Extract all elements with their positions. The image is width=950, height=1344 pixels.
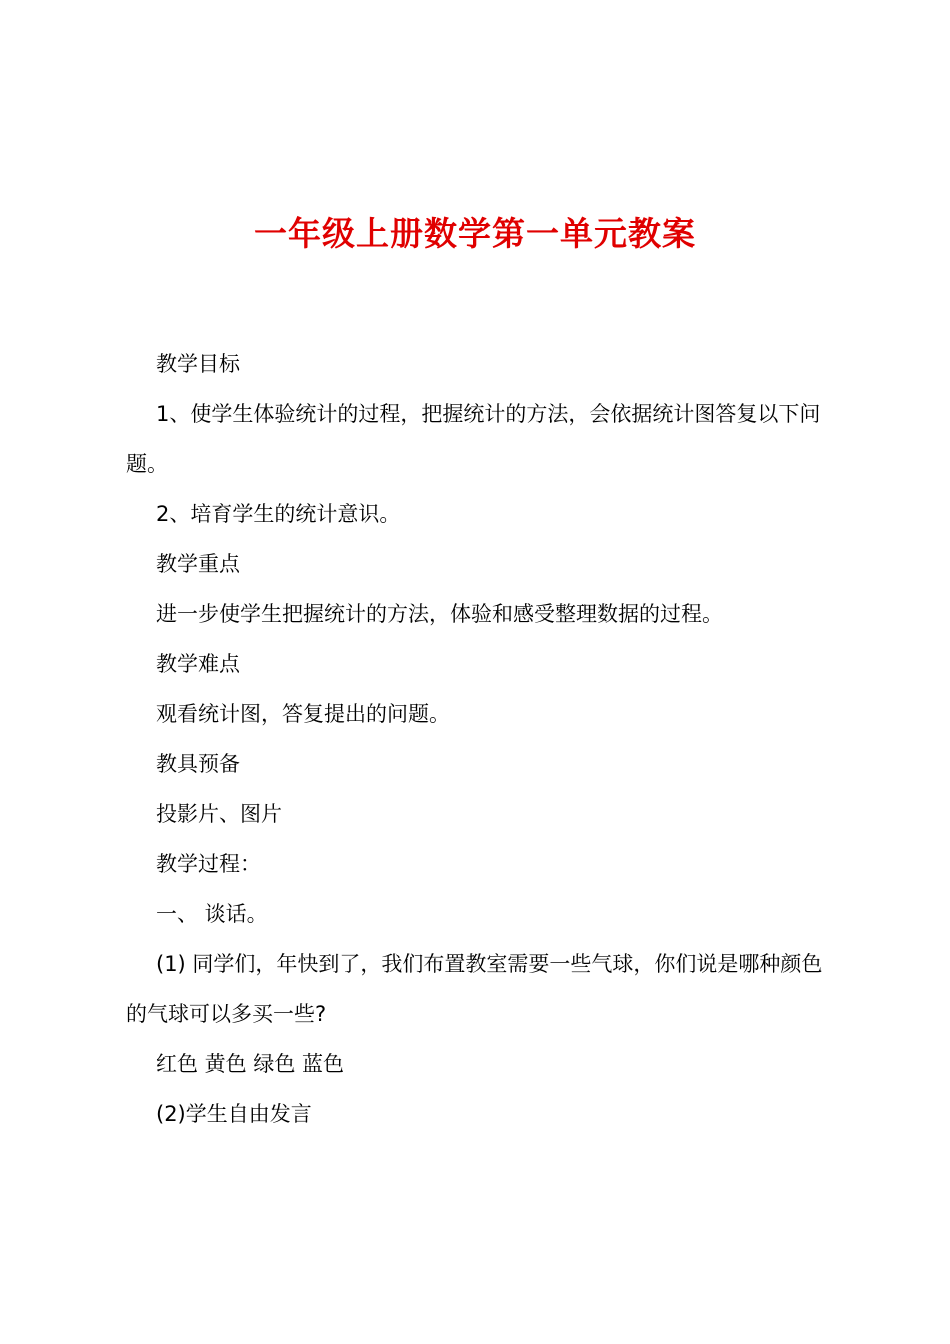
paragraph-key-points: 进一步使学生把握统计的方法，体验和感受整理数据的过程。 [156,602,723,626]
paragraph-materials: 投影片、图片 [156,802,282,826]
paragraph-process-heading: 教学过程： [156,852,261,876]
document-body [126,339,836,1139]
paragraph-key-points-heading: 教学重点 [156,552,240,576]
paragraph-step-1-discussion: (2)学生自由发言 [156,1102,312,1126]
paragraph-step-1: 一、 谈话。 [156,902,268,926]
paragraph-materials-heading: 教具预备 [156,752,240,776]
paragraph-objectives-heading: 教学目标 [156,352,240,376]
paragraph-step-1-question: (1) 同学们，年快到了，我们布置教室需要一些气球，你们说是哪种颜色的气球可以多买一些? [126,952,823,1026]
paragraph-colors: 红色 黄色 绿色 蓝色 [156,1052,345,1076]
paragraph-difficulties-heading: 教学难点 [156,652,240,676]
paragraph-difficulties: 观看统计图，答复提出的问题。 [156,702,450,726]
paragraph-objective-2: 2、培育学生的统计意识。 [156,502,401,526]
paragraph-objective-1: 1、使学生体验统计的过程，把握统计的方法，会依据统计图答复以下问题。 [126,402,821,476]
document-title: 一年级上册数学第一单元教案 [254,214,696,253]
